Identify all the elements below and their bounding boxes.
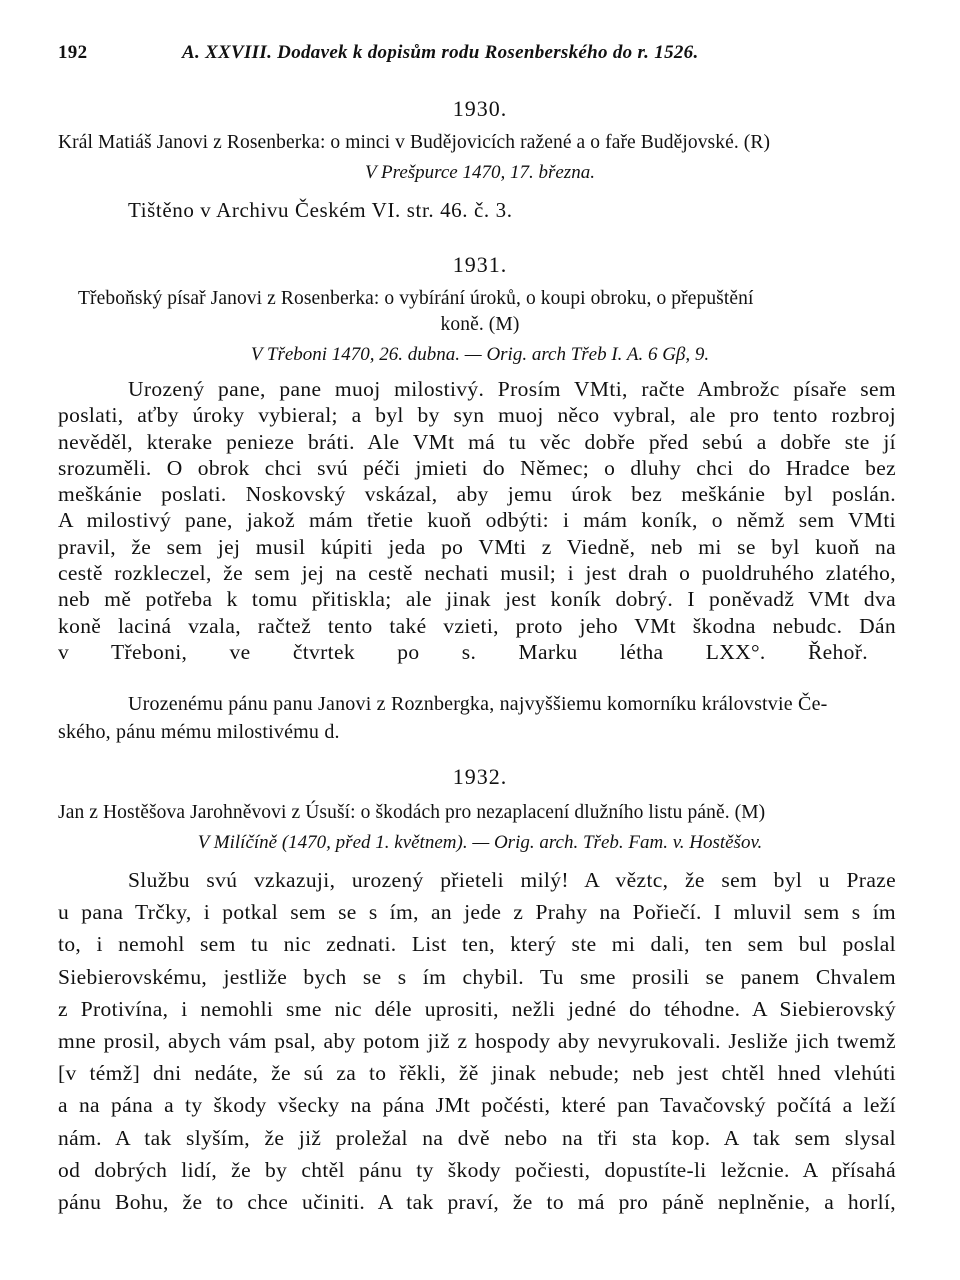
entry-summary-1931-line-1: Třeboňský písař Janovi z Rosenberka: o vybírání úroků, o koupi obroku, o přepuštění — [78, 288, 754, 309]
closing-text: v Třeboni, ve čtvrtek po s. Marku létha LXX°. — [58, 639, 766, 664]
body-line: mne prosil, abych vám psal, aby potom již z hospody aby nevyrukovali. Jesliže jich twemž — [58, 1029, 896, 1054]
body-line: to, i nemohl sem tu nic zednati. List ten, který ste mi dali, ten sem bul poslal — [58, 932, 896, 957]
body-line: pánu Bohu, že to chce učiniti. A tak praví, že to má pro páně neplněnie, a horlí, — [58, 1190, 896, 1215]
body-line: neb mě potřeba k tomu přitiskla; ale jinak jest koník dobrý. I poněvadž VMt dva — [58, 587, 896, 612]
entry-number-1931: 1931. — [452, 252, 508, 277]
entry-summary-1930: Král Matiáš Janovi z Rosenberka: o minci v Budějovicích ražené a o faře Budějovské. (R) — [58, 132, 771, 153]
body-line: od dobrých lidí, že by chtěl pánu ty škody počiesti, dopustíte-li ležcnie. A přísahá — [58, 1157, 896, 1182]
signature: Řehoř. — [807, 639, 868, 664]
body-line: koně laciná vzala, račtež tento také vzieti, proto jeho VMt škodna nebudc. Dán — [58, 613, 896, 638]
body-line: Urozený pane, pane muoj milostivý. Prosím VMti, račte Ambrožc písaře sem — [128, 377, 896, 401]
entry-body-1931 — [58, 376, 896, 665]
entry-note-1930: Tištěno v Archivu Českém VI. str. 46. č. 3. — [128, 198, 513, 222]
letter-address-1931 — [58, 690, 896, 746]
body-line: poslati, aťby úroky vybieral; a byl by syn muoj něco vybral, ale pro tento rozbroj — [58, 403, 896, 428]
running-title: A. XXVIII. Dodavek k dopisům rodu Rosenberského do r. 1526. — [182, 42, 699, 63]
entry-number-1932: 1932. — [452, 764, 508, 789]
body-line: cestě rozkleczel, že sem jej na cestě nechati musil; i jest drah o puoldruhého zlatého, — [58, 561, 896, 586]
entry-number-1930: 1930. — [452, 96, 508, 121]
body-line: pravil, že sem jej musil kúpiti jeda po VMti z Viedně, neb mi se byl kuoň na — [58, 534, 896, 559]
body-line: a na pána a ty škody všecky na pána JMt počésti, které pan Tavačovský počítá a leží — [58, 1093, 896, 1118]
body-line: nám. A tak slyším, že již proležal na dvě nebo na tři sta kop. A tak sem slysal — [58, 1125, 896, 1150]
page-number: 192 — [58, 42, 88, 63]
closing-line — [58, 639, 896, 665]
entry-body-1932 — [58, 864, 896, 1218]
body-line: u pana Trčky, i potkal sem se s ím, an jede z Prahy na Pořiečí. I mluvil sem s ím — [58, 900, 896, 925]
entry-summary-1931-line-2: koně. (M) — [440, 314, 520, 335]
body-line: [v témž] dni nedáte, že sú za to řěkli, žě jinak nebude; neb jest chtěl hned vlehúti — [58, 1061, 896, 1086]
body-line: Službu svú vzkazuji, urozený přieteli milý! A věztc, že sem byl u Praze — [128, 868, 896, 892]
entry-summary-1932: Jan z Hostěšova Jarohněvovi z Úsuší: o škodách pro nezaplacení dlužního listu páně. (M) — [58, 802, 766, 823]
body-line: meškánie poslati. Noskovský vskázal, aby jemu úrok bez meškánie byl poslán. — [58, 482, 896, 507]
body-line: z Protivína, i nemohli sme nic déle uprositi, nežli jedné do téhodne. A Siebierovský — [58, 996, 896, 1021]
address-line: ského, pánu mému milostivému d. — [58, 721, 340, 743]
entry-dateline-1931: V Třeboni 1470, 26. dubna. — Orig. arch Třeb I. A. 6 Gβ, 9. — [250, 344, 710, 365]
address-line: Urozenému pánu panu Janovi z Roznbergka, najvyššiemu komorníku královstvie Če- — [128, 693, 828, 715]
body-line: A milostivý pane, jakož mám třetie kuoň odbýti: i mám koník, o němž sem VMti — [58, 508, 896, 533]
entry-dateline-1930: V Prešpurce 1470, 17. března. — [365, 162, 595, 183]
body-line: Siebierovskému, jestliže bych se s ím chybil. Tu sme prosili se panem Chvalem — [58, 964, 896, 989]
entry-dateline-1932: V Milíčíně (1470, před 1. květnem). — Orig. arch. Třeb. Fam. v. Hostěšov. — [197, 832, 763, 853]
body-line: nevěděl, kterake penieze bráti. Ale VMt má tu věc dobře před sebú a dobře ste jí — [58, 429, 896, 454]
body-line: srozuměli. O obrok chci svú péči jmieti do Němec; o dluhy chci do Hradce bez — [58, 455, 896, 480]
